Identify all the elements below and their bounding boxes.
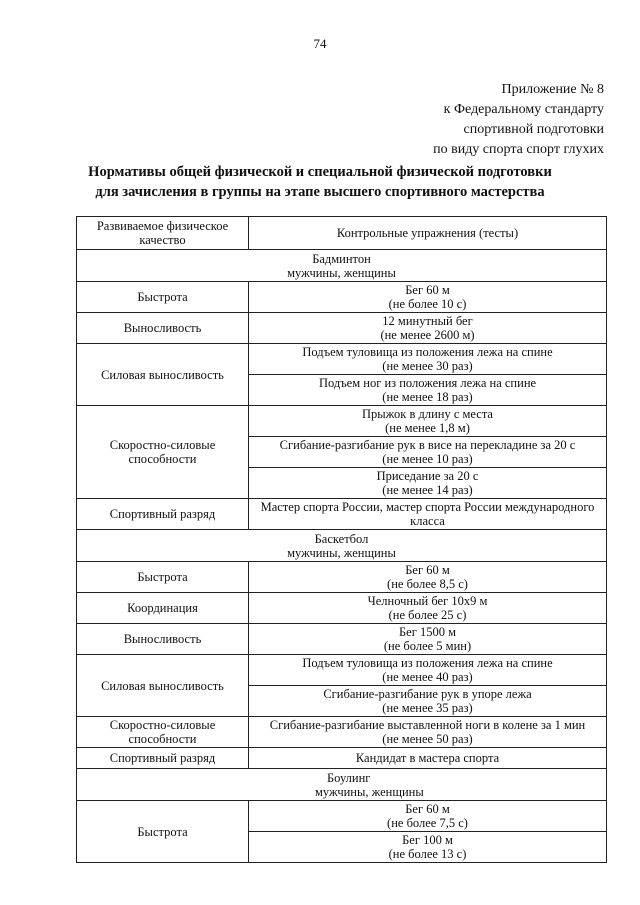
test-name: Подъем туловища из положения лежа на спине <box>302 345 553 359</box>
table-row <box>77 344 607 375</box>
test-cell <box>249 344 607 375</box>
header-quality: Развиваемое физическое качество <box>77 217 249 250</box>
sport-row-basketball <box>77 530 607 562</box>
quality-cell: Выносливость <box>77 624 249 655</box>
sport-heading <box>77 250 607 282</box>
test-norm: (не более 8,5 с) <box>387 577 468 591</box>
table-row <box>77 748 607 769</box>
quality-cell: Выносливость <box>77 313 249 344</box>
test-name: Подъем туловища из положения лежа на спине <box>302 656 553 670</box>
test-cell <box>249 437 607 468</box>
sport-row-bowling <box>77 769 607 801</box>
sport-name: Баскетбол <box>314 531 369 546</box>
test-name: Сгибание-разгибание рук в висе на перекладине за 20 с <box>279 438 576 452</box>
test-norm: (не менее 14 раз) <box>382 483 473 497</box>
table-row <box>77 655 607 686</box>
title-line-1: Нормативы общей физической и специальной физической подготовки <box>88 164 552 180</box>
header-tests: Контрольные упражнения (тесты) <box>249 217 607 250</box>
document-title <box>0 162 640 202</box>
appendix-note <box>433 80 604 160</box>
table-row <box>77 717 607 748</box>
table-header-row <box>77 217 607 250</box>
table-row <box>77 282 607 313</box>
test-norm: (не более 13 с) <box>388 847 467 861</box>
test-name: Бег 100 м <box>402 833 453 847</box>
rank-value: Кандидат в мастера спорта <box>249 748 607 769</box>
sport-row-badminton <box>77 250 607 282</box>
quality-cell: Спортивный разряд <box>77 748 249 769</box>
test-name: Бег 60 м <box>405 283 450 297</box>
test-norm: (не менее 50 раз) <box>382 732 473 746</box>
page-number: 74 <box>313 36 327 51</box>
test-norm: (не менее 2600 м) <box>380 328 475 342</box>
table-row <box>77 313 607 344</box>
test-name: Челночный бег 10х9 м <box>367 594 488 608</box>
test-norm: (не менее 1,8 м) <box>385 421 470 435</box>
table-row <box>77 562 607 593</box>
test-name: Бег 1500 м <box>398 625 456 639</box>
table-row <box>77 624 607 655</box>
table-row <box>77 593 607 624</box>
test-name: Приседание за 20 с <box>376 469 479 483</box>
sport-name: Боулинг <box>327 770 371 785</box>
test-cell <box>249 406 607 437</box>
test-norm: (не менее 40 раз) <box>382 670 473 684</box>
table-row <box>77 801 607 832</box>
sport-heading <box>77 769 607 801</box>
test-name: Сгибание-разгибание рук в упоре лежа <box>323 687 532 701</box>
test-norm: (не менее 35 раз) <box>382 701 473 715</box>
test-name: Бег 60 м <box>405 802 450 816</box>
sport-heading <box>77 530 607 562</box>
test-norm: (не более 10 с) <box>388 297 467 311</box>
test-norm: (не более 5 мин) <box>383 639 472 653</box>
table-row <box>77 499 607 530</box>
appendix-line-4: по виду спорта спорт глухих <box>433 142 604 157</box>
quality-cell: Спортивный разряд <box>77 499 249 530</box>
quality-cell: Силовая выносливость <box>77 655 249 717</box>
appendix-line-1: Приложение № 8 <box>501 82 604 97</box>
quality-cell: Быстрота <box>77 562 249 593</box>
test-cell <box>249 686 607 717</box>
test-norm: (не менее 30 раз) <box>382 359 473 373</box>
test-name: 12 минутный бег <box>382 314 473 328</box>
table-row <box>77 406 607 437</box>
test-cell <box>249 313 607 344</box>
test-cell <box>249 468 607 499</box>
test-cell <box>249 655 607 686</box>
test-norm: (не более 25 с) <box>388 608 467 622</box>
norms-table <box>76 216 607 863</box>
test-cell <box>249 801 607 832</box>
test-cell <box>249 832 607 863</box>
test-cell <box>249 562 607 593</box>
sport-gender: мужчины, женщины <box>315 784 424 799</box>
test-name: Прыжок в длину с места <box>362 407 493 421</box>
quality-cell: Быстрота <box>77 801 249 863</box>
test-cell <box>249 593 607 624</box>
quality-cell: Скоростно-силовые способности <box>77 717 249 748</box>
appendix-line-3: спортивной подготовки <box>463 122 604 137</box>
rank-value: Мастер спорта России, мастер спорта России международного класса <box>249 499 607 530</box>
sport-name: Бадминтон <box>312 251 371 266</box>
sport-gender: мужчины, женщины <box>287 265 396 280</box>
quality-cell: Скоростно-силовые способности <box>77 406 249 499</box>
test-name: Сгибание-разгибание выставленной ноги в колене за 1 мин <box>269 718 586 732</box>
title-line-2: для зачисления в группы на этапе высшего спортивного мастерства <box>95 184 545 200</box>
test-norm: (не менее 10 раз) <box>382 452 473 466</box>
test-norm: (не более 7,5 с) <box>387 816 468 830</box>
appendix-line-2: к Федеральному стандарту <box>443 102 604 117</box>
test-cell <box>249 282 607 313</box>
test-name: Подъем ног из положения лежа на спине <box>318 376 537 390</box>
test-norm: (не менее 18 раз) <box>382 390 473 404</box>
test-cell <box>249 375 607 406</box>
test-cell <box>249 624 607 655</box>
quality-cell: Силовая выносливость <box>77 344 249 406</box>
test-name: Бег 60 м <box>405 563 450 577</box>
test-cell <box>249 717 607 748</box>
quality-cell: Быстрота <box>77 282 249 313</box>
quality-cell: Координация <box>77 593 249 624</box>
sport-gender: мужчины, женщины <box>287 545 396 560</box>
